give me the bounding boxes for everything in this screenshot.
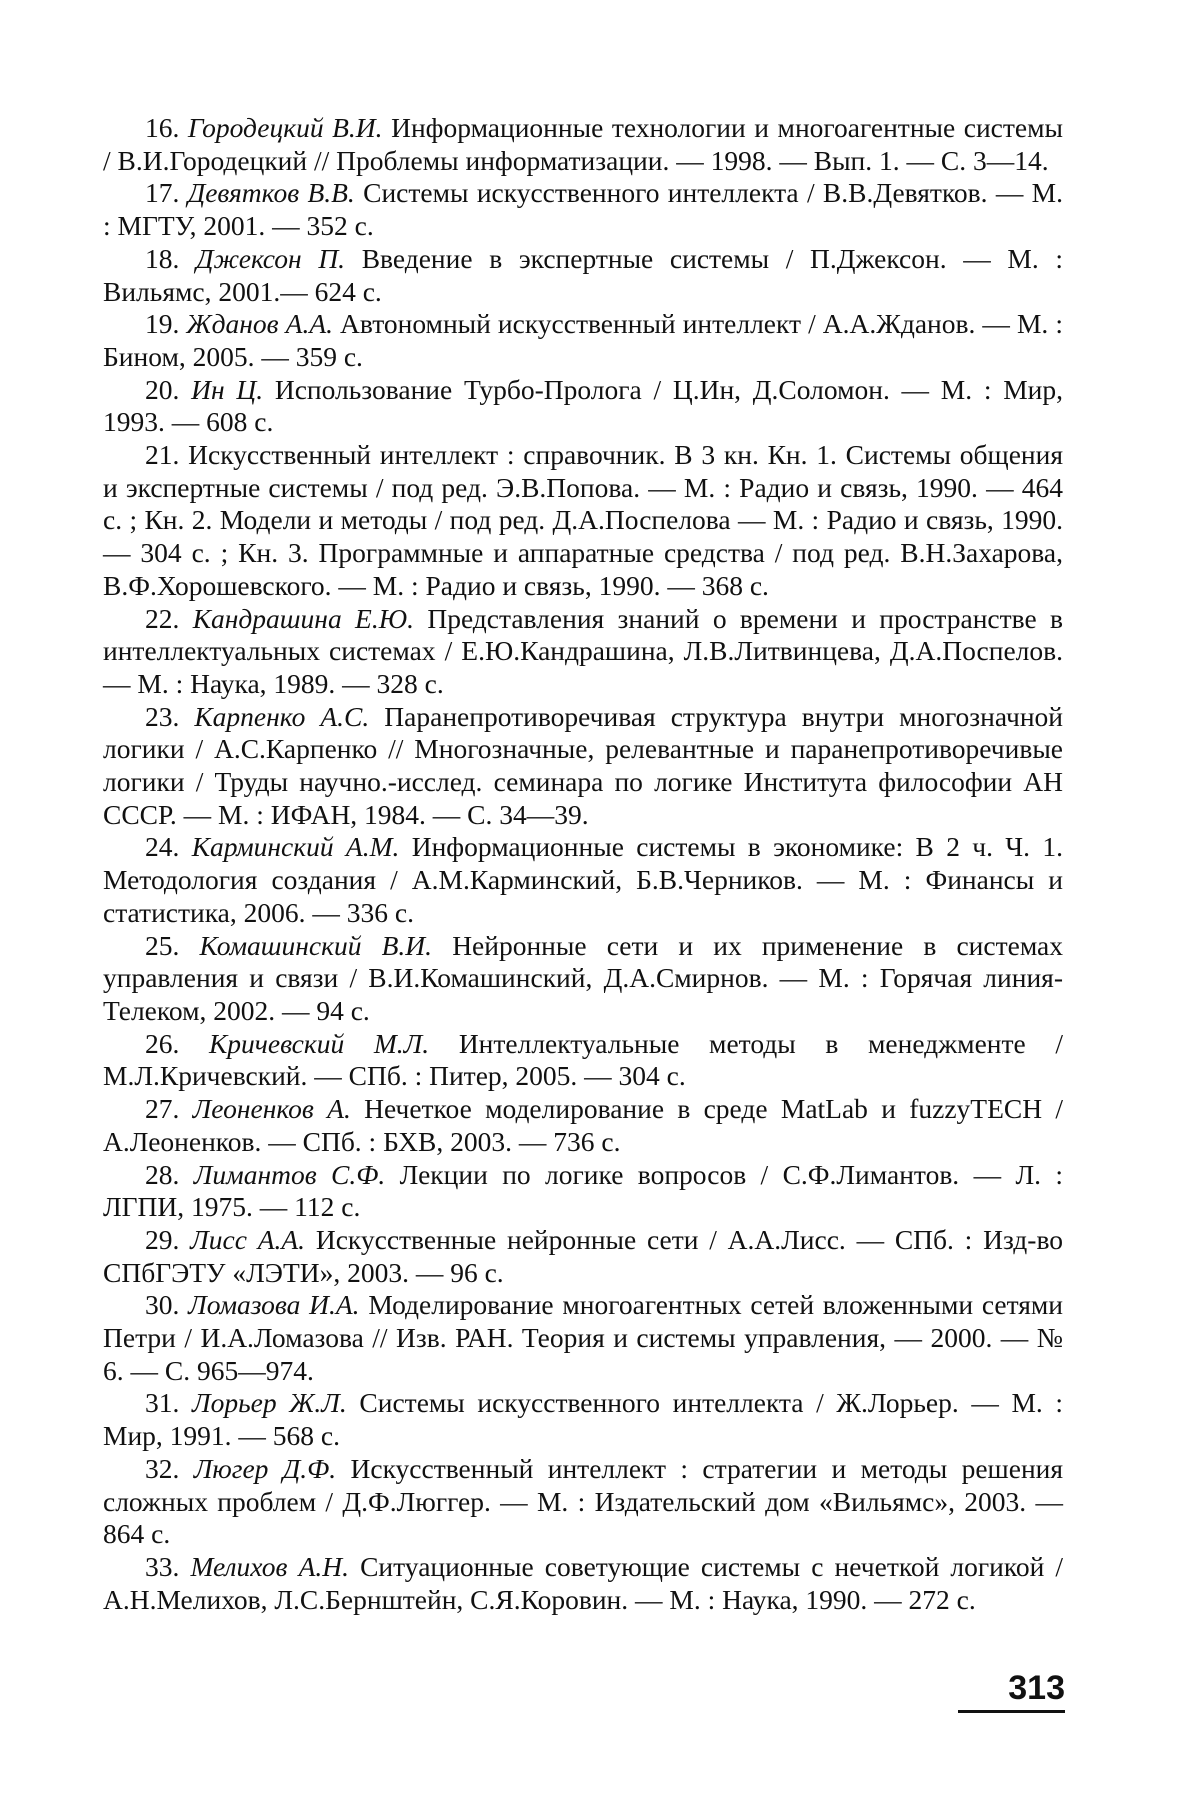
reference-entry (103, 374, 1063, 439)
reference-text: Ситуационные советующие системы с нечеткой логикой / А.Н.Мелихов, Л.С.Бернштейн, С.Я.Коровин. — М. : Наука, 1990. — 272 с. (103, 1550, 1064, 1615)
reference-number: 26. (145, 1027, 180, 1059)
reference-text: Искусственный интеллект : справочник. В 3 кн. Кн. 1. Системы общения и экспертные системы / под ред. Э.В.Попова. — М. : Радио и связь, 1990. — 464 с. ; Кн. 2. Модели и методы / под ред. Д.А.Поспелова — М. : Радио и связь, 1990. — 304 с. ; Кн. 3. Программные и аппаратные средства / под ред. В.Н.Захарова, В.Ф.Хорошевского. — М. : Радио и связь, 1990. — 368 с. (103, 439, 1063, 601)
reference-number: 32. (145, 1452, 180, 1484)
reference-author: Люгер Д.Ф. (193, 1452, 337, 1484)
reference-number: 22. (145, 602, 180, 634)
reference-author: Ин Ц. (191, 373, 264, 405)
reference-text: Нечеткое моделирование в среде MatLab и fuzzyTECH / А.Леоненков. — СПб. : БХВ, 2003. — 736 с. (103, 1093, 1063, 1157)
reference-text: Автономный искусственный интеллект / А.А.Жданов. — М. : Бином, 2005. — 359 с. (103, 308, 1063, 372)
reference-entry (103, 1028, 1063, 1093)
reference-author: Девятков В.В. (187, 177, 355, 209)
reference-text: Использование Турбо-Пролога / Ц.Ин, Д.Соломон. — М. : Мир, 1993. — 608 с. (103, 373, 1064, 438)
reference-author: Джексон П. (196, 242, 346, 274)
reference-author: Леоненков А. (192, 1093, 351, 1125)
reference-author: Лорьер Ж.Л. (192, 1387, 347, 1419)
reference-text: Искусственный интеллект : стратегии и методы решения сложных проблем / Д.Ф.Люггер. — М. : Издательский дом «Вильямс», 2003. — 864 с. (103, 1452, 1064, 1550)
reference-entry (103, 112, 1063, 177)
reference-entry (103, 831, 1063, 929)
reference-number: 27. (145, 1093, 180, 1125)
reference-entry (103, 930, 1063, 1028)
reference-list (103, 112, 1063, 1616)
reference-number: 20. (145, 373, 180, 405)
page-number-rule (958, 1710, 1065, 1713)
reference-entry (103, 1224, 1063, 1289)
reference-author: Кричевский М.Л. (209, 1027, 430, 1059)
reference-text: Интеллектуальные методы в менеджменте / М.Л.Кричевский. — СПб. : Питер, 2005. — 304 с. (103, 1027, 1063, 1092)
reference-entry (103, 243, 1063, 308)
reference-number: 16. (145, 112, 180, 143)
reference-entry (103, 1093, 1063, 1158)
reference-number: 31. (145, 1387, 180, 1419)
reference-entry (103, 1453, 1063, 1551)
reference-text: Представления знаний о времени и пространстве в интеллектуальных системах / Е.Ю.Кандрашина, Л.В.Литвинцева, Д.А.Поспелов. — М. : Наука, 1989. — 328 с. (103, 602, 1064, 699)
reference-text: Информационные системы в экономике: В 2 ч. Ч. 1. Методология создания / А.М.Карминский, Б.В.Черников. — М. : Финансы и статистика, 2006. — 336 с. (103, 831, 1063, 928)
reference-author: Лисс А.А. (190, 1223, 306, 1255)
reference-number: 29. (145, 1223, 180, 1255)
reference-text: Системы искусственного интеллекта / Ж.Лорьер. — М. : Мир, 1991. — 568 с. (103, 1387, 1064, 1452)
reference-author: Городецкий В.И. (187, 112, 383, 143)
reference-entry (103, 439, 1063, 603)
reference-entry (103, 308, 1063, 373)
reference-entry (103, 1387, 1063, 1452)
reference-author: Комашинский В.И. (199, 929, 433, 961)
reference-text: Лекции по логике вопросов / С.Ф.Лимантов. — Л. : ЛГПИ, 1975. — 112 с. (103, 1158, 1064, 1223)
reference-text: Искусственные нейронные сети / А.А.Лисс. — СПб. : Изд-во СПбГЭТУ «ЛЭТИ», 2003. — 96 с. (103, 1223, 1064, 1288)
reference-text: Паранепротиворечивая структура внутри многозначной логики / А.С.Карпенко // Многозначные, релевантные и паранепротиворечивые логики / Труды научно.-исслед. семинара по логике Института философии АН СССР. — М. : ИФАН, 1984. — С. 34—39. (103, 700, 1063, 830)
reference-entry (103, 701, 1063, 832)
reference-author: Лимантов С.Ф. (193, 1158, 386, 1190)
reference-text: Системы искусственного интеллекта / В.В.Девятков. — М. : МГТУ, 2001. — 352 с. (103, 177, 1063, 242)
reference-entry (103, 1289, 1063, 1387)
page-number: 313 (1008, 1669, 1065, 1707)
reference-text: Информационные технологии и многоагентные системы / В.И.Городецкий // Проблемы информатизации. — 1998. — Вып. 1. — С. 3—14. (103, 112, 1063, 176)
reference-entry (103, 603, 1063, 701)
reference-number: 18. (145, 242, 180, 274)
reference-text: Моделирование многоагентных сетей вложенными сетями Петри / И.А.Ломазова // Изв. РАН. Теория и системы управления, — 2000. — № 6. — С. 965—974. (103, 1289, 1064, 1386)
reference-number: 23. (145, 700, 180, 732)
reference-number: 17. (145, 177, 180, 209)
reference-author: Жданов А.А. (186, 308, 333, 340)
reference-entry (103, 177, 1063, 242)
reference-number: 24. (145, 831, 180, 863)
reference-number: 19. (145, 308, 180, 340)
reference-author: Ломазова И.А. (188, 1289, 360, 1321)
reference-number: 33. (145, 1550, 180, 1582)
reference-entry (103, 1159, 1063, 1224)
reference-number: 21. (145, 439, 180, 471)
reference-number: 25. (145, 929, 180, 961)
reference-number: 28. (145, 1158, 180, 1190)
reference-entry (103, 1551, 1063, 1616)
reference-author: Кандрашина Е.Ю. (192, 602, 414, 634)
reference-author: Карминский А.М. (191, 831, 400, 863)
reference-text: Введение в экспертные системы / П.Джексон. — М. : Вильямс, 2001.— 624 с. (103, 242, 1064, 307)
reference-author: Карпенко А.С. (194, 700, 370, 732)
reference-author: Мелихов А.Н. (190, 1550, 349, 1582)
reference-text: Нейронные сети и их применение в системах управления и связи / В.И.Комашинский, Д.А.Смирнов. — М. : Горячая линия-Телеком, 2002. — 94 с. (103, 929, 1063, 1026)
reference-number: 30. (145, 1289, 180, 1321)
